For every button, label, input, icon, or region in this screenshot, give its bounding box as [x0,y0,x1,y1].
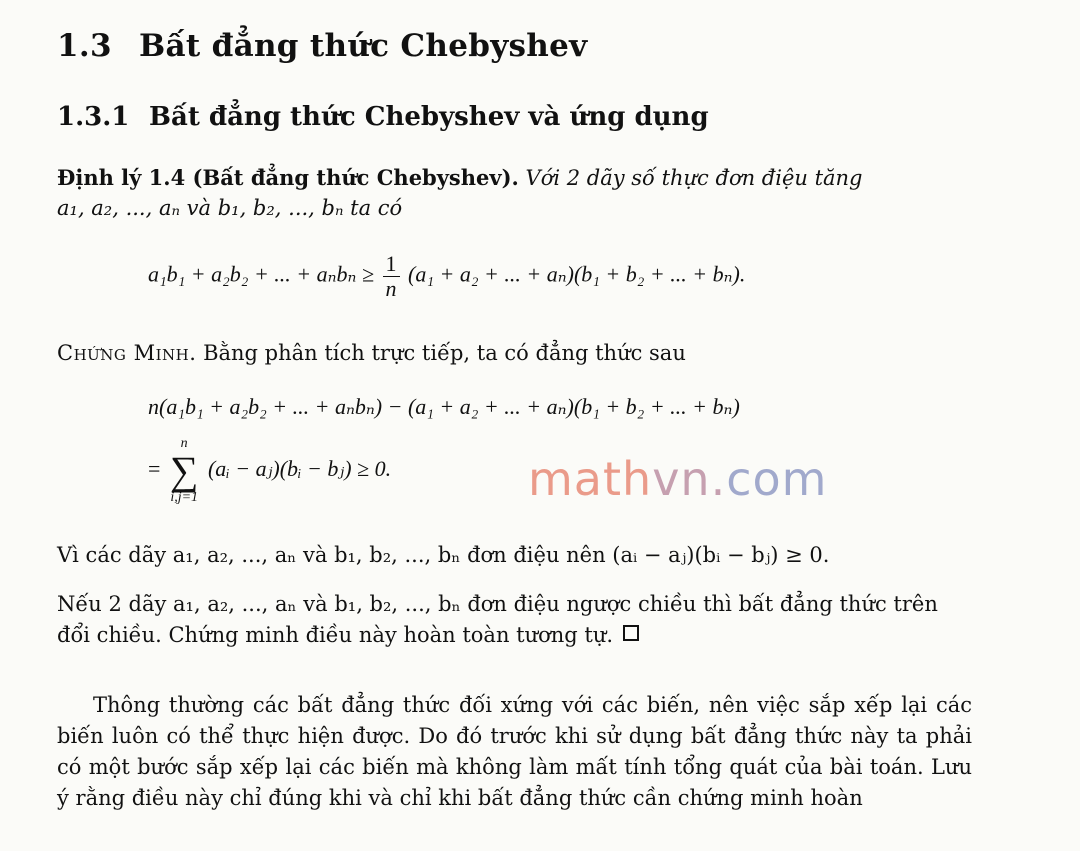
proof-intro-text: Bằng phân tích trực tiếp, ta có đẳng thức sau [203,341,686,365]
qed-square-icon [623,625,639,641]
fraction-denominator: n [385,276,397,301]
proof-intro [57,338,686,368]
sum-lower-limit: i,j=1 [170,490,199,505]
theorem-block [57,163,969,223]
watermark-part2: vn. [652,452,727,506]
watermark [528,452,827,506]
fraction-numerator: 1 [383,252,400,277]
theorem-statement-b: a₁, a₂, ..., aₙ và b₁, b₂, ..., bₙ ta có [57,196,403,220]
section-number: 1.3 [57,28,112,64]
sum-body: (aᵢ − aⱼ)(bᵢ − bⱼ) ≥ 0. [207,456,392,482]
chebyshev-equation [148,252,745,301]
summation [170,436,199,506]
sum-upper-limit: n [180,436,188,451]
section-heading [57,28,587,64]
sigma-symbol: ∑ [169,448,199,493]
subsection-title: Bất đẳng thức Chebyshev và ứng dụng [149,102,709,132]
proof-equation-line2 [148,436,391,506]
subsection-number: 1.3.1 [57,102,130,132]
equation-right: (a₁ + a₂ + ... + aₙ)(b₁ + b₂ + ... + bₙ). [408,261,746,287]
proof-label: Chứng Minh. [57,341,197,365]
subsection-heading [57,102,709,132]
theorem-statement-a: Với 2 dãy số thực đơn điệu tăng [525,166,863,190]
proof-reverse-text: đổi chiều. Chứng minh điều này hoàn toàn tương tự. [57,623,614,647]
section-title: Bất đẳng thức Chebyshev [139,28,588,64]
watermark-part3: com [726,452,828,506]
body-paragraph: Thông thường các bất đẳng thức đối xứng với các biến, nên việc sắp xếp lại các biến luôn có thể thực hiện được. Do đó trước khi sử dụng bất đẳng thức này ta phải có một bước sắp xếp lại các biến mà không làm mất tính tổng quát của bài toán. Lưu ý rằng điều này chỉ đúng khi và chỉ khi bất đẳng thức cần chứng minh hoàn [57,693,972,810]
watermark-part1: math [528,452,653,506]
theorem-label: Định lý 1.4 (Bất đẳng thức Chebyshev). [57,165,519,190]
proof-monotone-line: Vì các dãy a₁, a₂, ..., aₙ và b₁, b₂, ..., bₙ đơn điệu nên (aᵢ − aⱼ)(bᵢ − bⱼ) ≥ 0. [57,543,830,567]
proof-equation-line1: n(a₁b₁ + a₂b₂ + ... + aₙbₙ) − (a₁ + a₂ + ... + aₙ)(b₁ + b₂ + ... + bₙ) [148,394,740,419]
equation-fraction [383,252,400,301]
equals-sign: = [148,456,161,482]
proof-reverse-line1: Nếu 2 dãy a₁, a₂, ..., aₙ và b₁, b₂, ..., bₙ đơn điệu ngược chiều thì bất đẳng thức trên [57,592,938,616]
proof-reverse-line2 [57,620,639,650]
equation-left: a₁b₁ + a₂b₂ + ... + aₙbₙ ≥ [148,261,375,287]
